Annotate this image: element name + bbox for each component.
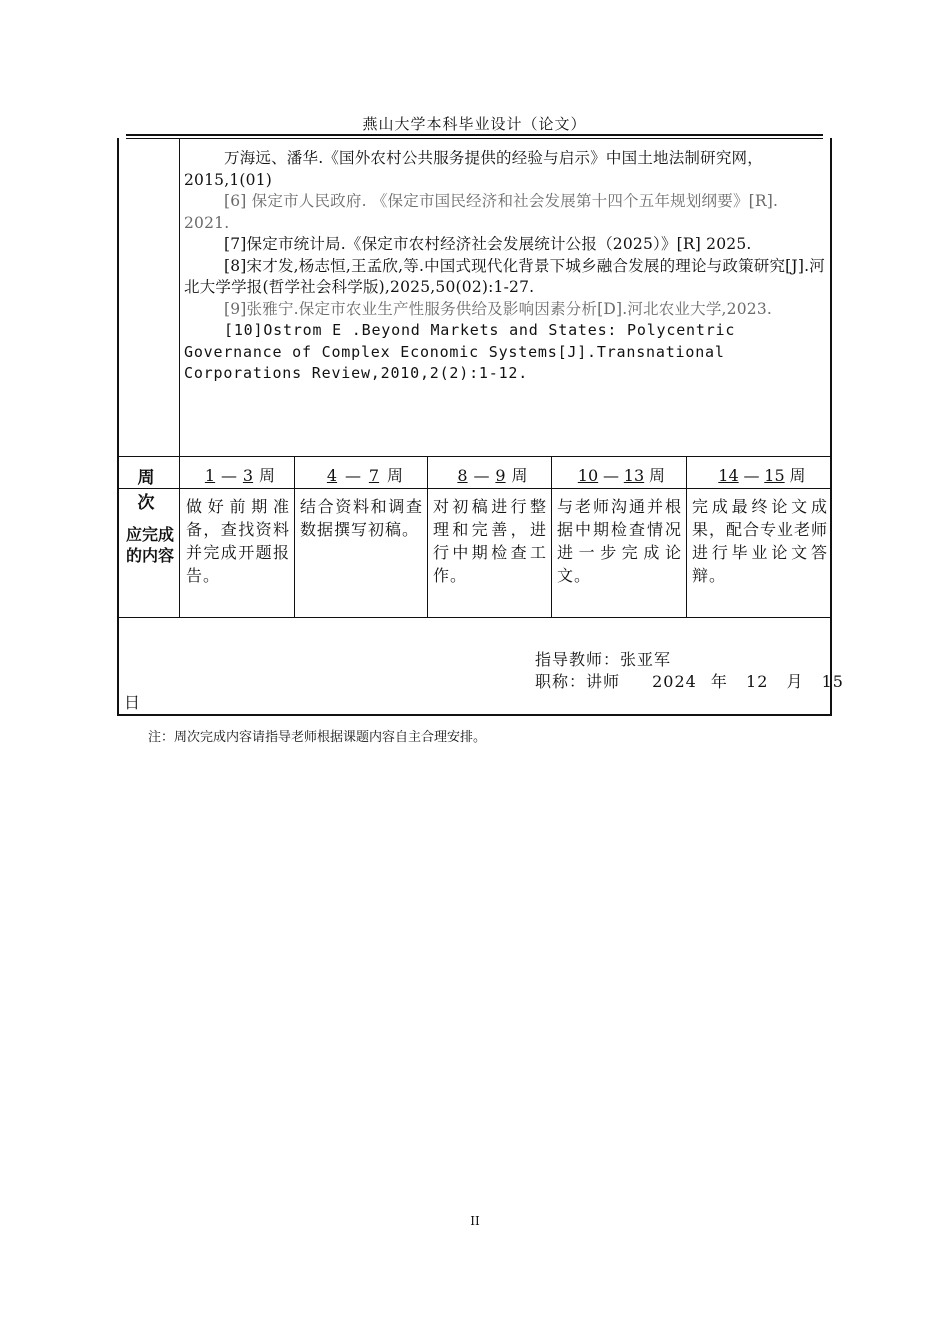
week-start: 4 [326,466,338,485]
week-unit: 周 [789,466,806,485]
week-end: 3 [242,466,254,485]
row-divider [117,456,832,457]
week-unit: 周 [386,466,403,485]
week-range [687,463,832,486]
column-divider [179,138,180,617]
week-end: 9 [495,466,506,485]
date-day: 15 [821,672,844,691]
week-start: 14 [718,466,739,485]
week-separator: — [473,466,490,485]
week-start: 1 [204,466,216,485]
row-divider [117,488,832,489]
week-end: 13 [623,466,645,485]
header-rule [126,134,823,136]
week-content: 完成最终论文成果，配合专业老师进行毕业论文答辩。 [692,497,829,585]
week-start: 8 [457,466,468,485]
date-month-unit: 月 [786,672,804,691]
week-separator: — [602,466,619,485]
week-label: 周 次 [137,468,161,513]
advisor-name: 指导教师：张亚军 [535,650,672,669]
reference-item: [8]宋才发,杨志恒,王孟欣,等.中国式现代化背景下城乡融合发展的理论与政策研究[J].河北大学学报(哲学社会科学版),2025,50(02):1-27. [184,256,825,296]
reference-item: [9]张雅宁.保定市农业生产性服务供给及影响因素分析[D].河北农业大学,2023. [224,299,773,318]
reference-item: [6] 保定市人民政府. 《保定市国民经济和社会发展第十四个五年规划纲要》[R]. 2021. [184,192,779,232]
reference-item: [10]Ostrom E .Beyond Markets and States: Polycentric Governance of Complex Economic Systems[J].Transnational Corporations Review,2010,2(2):1-12. [184,321,736,382]
week-end: 7 [368,466,380,485]
week-content: 结合资料和调查数据撰写初稿。 [300,497,423,539]
date-day-unit: 日 [124,693,141,712]
week-end: 15 [764,466,785,485]
reference-item: [7]保定市统计局.《保定市农村经济社会发展统计公报（2025）》[R] 2025. [224,235,752,253]
advisor-title: 职称：讲师 [535,672,621,691]
week-range [552,463,686,486]
week-unit: 周 [258,466,275,485]
content-label: 应完成的内容 [126,525,175,565]
date-month: 12 [746,672,769,691]
page-number: II [470,1214,480,1228]
week-separator: — [743,466,760,485]
row-divider [117,617,832,618]
week-content: 对初稿进行整理和完善，进行中期检查工作。 [433,497,547,585]
week-content: 做好前期准备，查找资料并完成开题报告。 [186,497,290,585]
date-year: 2024 [652,672,697,691]
week-range [295,463,427,486]
footnote: 注：周次完成内容请指导老师根据课题内容自主合理安排。 [148,730,487,745]
reference-list [184,148,828,385]
week-start: 10 [577,466,599,485]
week-separator: — [220,466,237,485]
week-content: 与老师沟通并根据中期检查情况进一步完成论文。 [557,497,682,585]
week-unit: 周 [511,466,528,485]
advisor-title-date [535,669,844,692]
week-unit: 周 [648,466,665,485]
week-range [428,463,551,486]
week-range [180,463,294,486]
page-header-title: 燕山大学本科毕业设计（论文） [362,115,587,133]
reference-item: 万海远、潘华.《国外农村公共服务提供的经验与启示》中国土地法制研究网，2015,1(01) [184,149,763,189]
week-separator: — [344,466,361,485]
date-year-unit: 年 [710,672,728,691]
